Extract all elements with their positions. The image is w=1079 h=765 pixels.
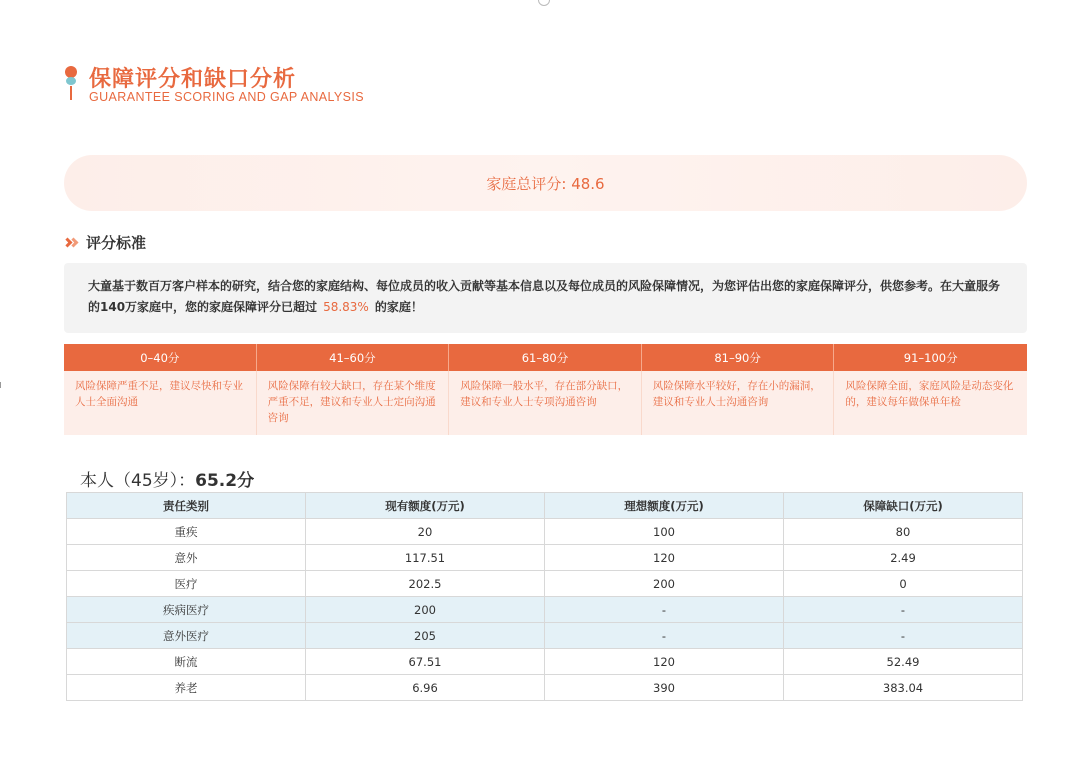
- table-row: [67, 623, 1023, 649]
- cell-ideal: -: [545, 623, 784, 649]
- criteria-column: [64, 344, 257, 435]
- cell-gap: 52.49: [784, 649, 1023, 675]
- cell-gap: -: [784, 597, 1023, 623]
- edge-mark: [0, 382, 4, 388]
- cell-category: 养老: [67, 675, 306, 701]
- page-title: 保障评分和缺口分析: [89, 67, 297, 92]
- person-score-title: [80, 466, 254, 491]
- table-row: [67, 675, 1023, 701]
- table-header-row: [67, 493, 1023, 519]
- criteria-range: 91–100分: [834, 344, 1027, 371]
- description-tail: 的家庭！: [374, 300, 423, 314]
- table-row: [67, 519, 1023, 545]
- criteria-heading: [64, 232, 146, 252]
- cell-current: 67.51: [306, 649, 545, 675]
- cell-category: 意外医疗: [67, 623, 306, 649]
- cell-ideal: 120: [545, 649, 784, 675]
- column-header: 保障缺口(万元): [784, 493, 1023, 519]
- criteria-title: 评分标准: [86, 233, 147, 252]
- cell-ideal: 390: [545, 675, 784, 701]
- criteria-range: 81–90分: [642, 344, 835, 371]
- criteria-desc: 风险保障全面，家庭风险是动态变化的，建议每年做保单年检: [834, 371, 1027, 435]
- cell-category: 重疾: [67, 519, 306, 545]
- family-score-banner: [64, 155, 1027, 211]
- cell-category: 医疗: [67, 571, 306, 597]
- criteria-column: [449, 344, 642, 435]
- criteria-column: [642, 344, 835, 435]
- cell-ideal: 200: [545, 571, 784, 597]
- table-row: [67, 649, 1023, 675]
- criteria-range: 61–80分: [449, 344, 642, 371]
- cell-current: 202.5: [306, 571, 545, 597]
- cell-current: 200: [306, 597, 545, 623]
- cell-current: 117.51: [306, 545, 545, 571]
- page-indicator-dot: [538, 0, 550, 6]
- cell-ideal: 100: [545, 519, 784, 545]
- criteria-desc: 风险保障一般水平，存在部分缺口，建议和专业人士专项沟通咨询: [449, 371, 642, 435]
- criteria-desc: 风险保障严重不足，建议尽快和专业人士全面沟通: [64, 371, 257, 435]
- cell-category: 意外: [67, 545, 306, 571]
- cell-category: 疾病医疗: [67, 597, 306, 623]
- cell-current: 6.96: [306, 675, 545, 701]
- criteria-range: 0–40分: [64, 344, 257, 371]
- table-row: [67, 571, 1023, 597]
- criteria-table: [64, 344, 1027, 435]
- description-percentage: 58.83%: [323, 300, 369, 314]
- double-chevron-icon: [64, 237, 81, 247]
- criteria-column: [834, 344, 1027, 435]
- table-row: [67, 597, 1023, 623]
- cell-gap: 0: [784, 571, 1023, 597]
- table-row: [67, 545, 1023, 571]
- criteria-description: [64, 263, 1027, 333]
- criteria-desc: 风险保障水平较好，存在小的漏洞，建议和专业人士沟通咨询: [642, 371, 835, 435]
- criteria-desc: 风险保障有较大缺口，存在某个维度严重不足，建议和专业人士定向沟通咨询: [257, 371, 450, 435]
- pin-icon: [64, 66, 78, 102]
- criteria-column: [257, 344, 450, 435]
- column-header: 责任类别: [67, 493, 306, 519]
- cell-ideal: -: [545, 597, 784, 623]
- page-subtitle: GUARANTEE SCORING AND GAP ANALYSIS: [89, 90, 365, 104]
- person-label: 本人（45岁）：: [80, 471, 196, 491]
- family-score-text: 家庭总评分: 48.6: [486, 174, 605, 193]
- cell-current: 20: [306, 519, 545, 545]
- cell-gap: 383.04: [784, 675, 1023, 701]
- column-header: 理想额度(万元): [545, 493, 784, 519]
- cell-gap: 80: [784, 519, 1023, 545]
- description-text: 大童基于数百万客户样本的研究，结合您的家庭结构、每位成员的收入贡献等基本信息以及每位成员的风险保障情况，为您评估出您的家庭保障评分，供您参考。在大童服务的140万家庭中，您的家庭保障评分已超过: [88, 279, 1001, 314]
- cell-ideal: 120: [545, 545, 784, 571]
- person-score: 65.2分: [195, 471, 255, 491]
- cell-current: 205: [306, 623, 545, 649]
- column-header: 现有额度(万元): [306, 493, 545, 519]
- criteria-range: 41–60分: [257, 344, 450, 371]
- cell-category: 断流: [67, 649, 306, 675]
- coverage-table: [66, 492, 1023, 701]
- cell-gap: 2.49: [784, 545, 1023, 571]
- cell-gap: -: [784, 623, 1023, 649]
